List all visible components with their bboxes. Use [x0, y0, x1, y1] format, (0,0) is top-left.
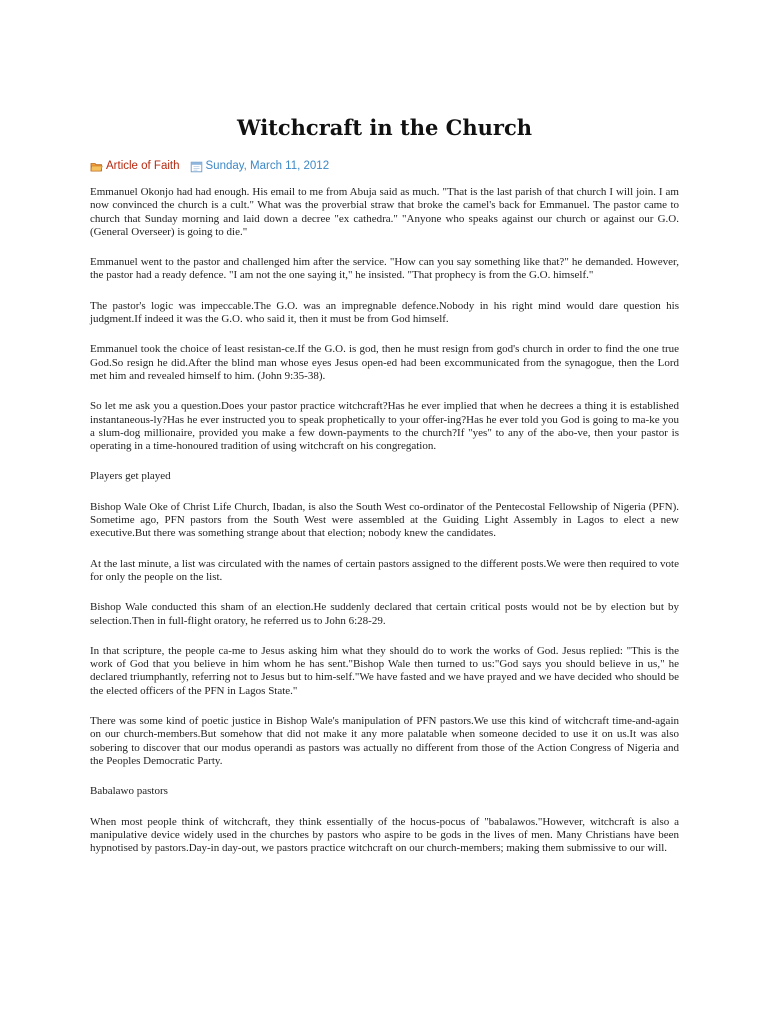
section-heading: Babalawo pastors: [90, 785, 168, 798]
paragraph: Emmanuel Okonjo had had enough. His email to me from Abuja said as much. "That is the last parish of that church I will join. I am now convinced the church is a cult." What was the proverbial straw that broke the camel's back for Emmanuel. The pastor came to church that Sunday morning and laid down a decree "ex cathedra." "Anyone who speaks against our church or against our G.O. (General Overseer) is going to die.": [90, 186, 679, 238]
article-meta: [90, 157, 329, 175]
post-date: [190, 157, 330, 175]
paragraph: In that scripture, the people ca-me to Jesus asking him what they should do to work the works of God. Jesus replied: "This is the work of God that you believe in him whom he has sent."Bishop Wale then turned to us:"God says you should believe in us," he declared triumphantly, referring not to Jesus but to him-self."We have fasted and we have prayed and we have decided who should be the elected officers of the PFN in Lagos State.": [90, 644, 679, 697]
date-label: Sunday, March 11, 2012: [205, 160, 330, 172]
article-body: [90, 186, 679, 872]
article-title: Witchcraft in the Church: [236, 115, 532, 140]
paragraph: Bishop Wale conducted this sham of an election.He suddenly declared that certain critical posts would not be by election but by selection.Then in full-flight oratory, he referred us to John 6:28-29.: [90, 601, 679, 627]
paragraph: When most people think of witchcraft, they think essentially of the hocus-pocus of "babalawos."However, witchcraft is also a manipulative device widely used in the churches by pastors who aspire to be gods in the lives of men. Many Christians have been hypnotised by pastors.Day-in day-out, we pastors practice witchcraft on our church-members; making them submissive to our will.: [90, 815, 679, 855]
category-label: Article of Faith: [106, 160, 180, 172]
paragraph: At the last minute, a list was circulated with the names of certain pastors assigned to the different posts.We were then required to vote for only the people on the list.: [90, 557, 679, 583]
calendar-icon: [190, 160, 203, 173]
folder-icon: [90, 160, 103, 173]
paragraph: Bishop Wale Oke of Christ Life Church, Ibadan, is also the South West co-ordinator of the Pentecostal Fellowship of Nigeria (PFN). Sometime ago, PFN pastors from the South West were assembled at the Guiding Light Assembly in Lagos to elect a new executive.But there was something strange about that election; nobody knew the candidates.: [90, 500, 679, 540]
section-heading: Players get played: [90, 470, 171, 483]
paragraph: The pastor's logic was impeccable.The G.O. was an impregnable defence.Nobody in his right mind would dare question his judgment.If indeed it was the G.O. who said it, then it must be from God himself.: [90, 299, 679, 326]
paragraph: Emmanuel took the choice of least resistan-ce.If the G.O. is god, then he must resign from god's church in order to find the one true God.So resign he did.After the blind man whose eyes Jesus open-ed had been excommunicated from the synagogue, then the Lord met him and revealed himself to him. (John 9:35-38).: [90, 343, 679, 382]
paragraph: Emmanuel went to the pastor and challenged him after the service. "How can you say something like that?" he demanded. However, the pastor had a ready defence. "I am not the one saying it," he insisted. "That prophecy is from the G.O. himself.": [90, 256, 679, 282]
paragraph: There was some kind of poetic justice in Bishop Wale's manipulation of PFN pastors.We use this kind of witchcraft time-and-again on our church-members.But somehow that did not make it any more palatable when someone decided to use it on us.It was also sobering to discover that our modus operandi as pastors was actually no different from those of the Action Congress of Nigeria and the Peoples Democratic Party.: [90, 715, 679, 767]
category-link[interactable]: [90, 157, 180, 175]
paragraph: So let me ask you a question.Does your pastor practice witchcraft?Has he ever implied that when he decrees a thing it is established instantaneous-ly?Has he ever instructed you to speak prophetically to your offer-ing?Has he ever told you God is going to ma-ke you a slum-dog millionaire, provided you make a few down-payments to the church?If "yes" to any of the abo-ve, then your pastor is operating in a time-honoured tradition of using witchcraft on his congregation.: [90, 400, 679, 453]
